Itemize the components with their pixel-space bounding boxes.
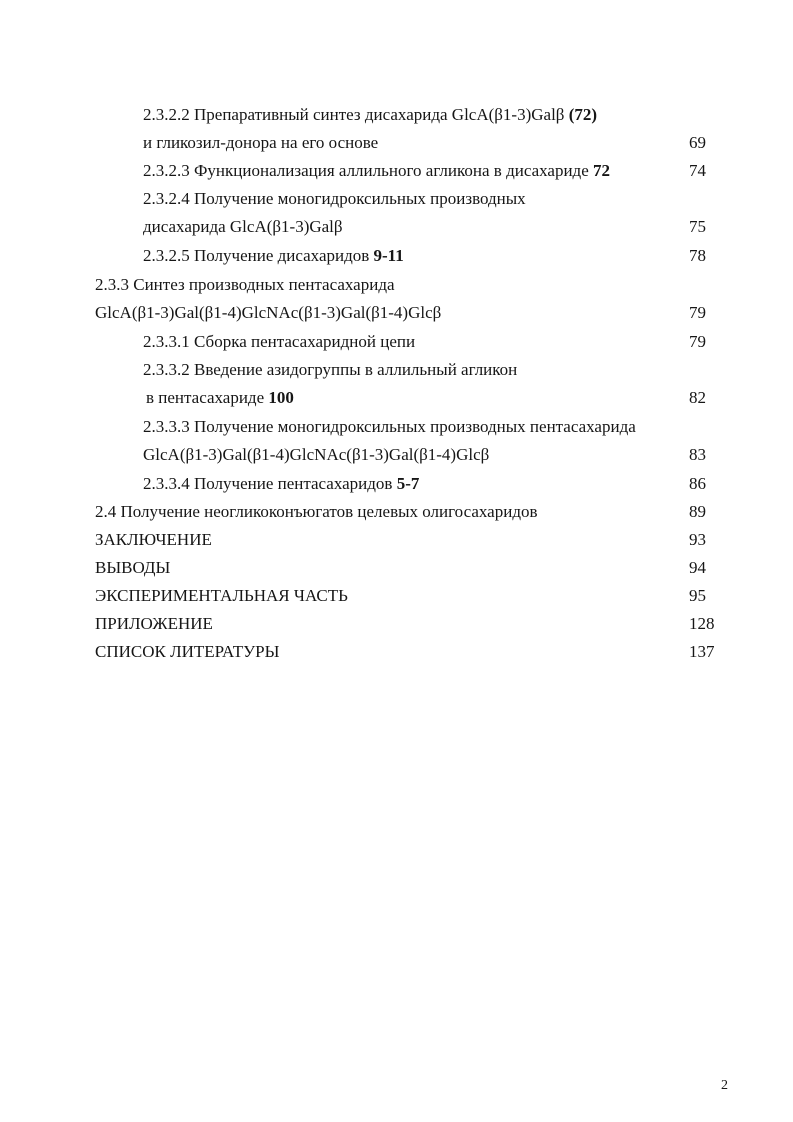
- toc-entry-2-3-3-2-continued: [146, 388, 294, 408]
- toc-entry-2-3-2-2: [143, 105, 597, 125]
- toc-entry-2-3-2-5: [143, 246, 404, 266]
- toc-entry-2-3-3-3-continued: [143, 445, 489, 465]
- toc-entry-2-3-2-4: [143, 189, 526, 209]
- toc-page-number: 93: [689, 530, 706, 549]
- toc-section-title: ЗАКЛЮЧЕНИЕ: [95, 530, 212, 549]
- toc-page-number: 78: [689, 246, 706, 265]
- toc-page-number: 94: [689, 558, 706, 577]
- toc-entry-2-3-2-4-continued: [143, 217, 343, 237]
- toc-page-number: 79: [689, 332, 706, 351]
- toc-page-number: 137: [689, 642, 715, 661]
- toc-section-title: ЭКСПЕРИМЕНТАЛЬНАЯ ЧАСТЬ: [95, 586, 348, 605]
- toc-entry-2-3-3-4: [143, 474, 419, 494]
- toc-page-number: 75: [689, 217, 706, 236]
- toc-entry-2-3-3-continued: [95, 303, 441, 323]
- toc-page-number: 69: [689, 133, 706, 152]
- toc-page-number: 83: [689, 445, 706, 464]
- toc-section-appendix: [95, 614, 213, 634]
- toc-section-experimental: [95, 586, 348, 606]
- toc-entry-text: 2.4 Получение неогликоконъюгатов целевых олигосахаридов: [95, 502, 538, 521]
- toc-entry-text: 2.3.3.1 Сборка пентасахаридной цепи: [143, 332, 416, 351]
- compound-number: 100: [268, 388, 294, 407]
- toc-entry-2-3-3-2: [143, 360, 517, 380]
- toc-entry-2-3-3: [95, 275, 395, 295]
- toc-entry-text: 2.3.2.3 Функционализация аллильного агликона в дисахариде: [143, 161, 593, 180]
- compound-number: 9-11: [373, 246, 404, 265]
- compound-number: 72: [593, 161, 610, 180]
- toc-entry-2-4: [95, 502, 538, 522]
- toc-entry-text: в пентасахариде: [146, 388, 269, 407]
- toc-page-number: 74: [689, 161, 706, 180]
- toc-page-number: 89: [689, 502, 706, 521]
- toc-entry-text: 2.3.3.2 Введение азидогруппы в аллильный агликон: [143, 360, 518, 379]
- toc-section-title: ПРИЛОЖЕНИЕ: [95, 614, 213, 633]
- toc-section-findings: [95, 558, 170, 578]
- toc-entry-2-3-3-1: [143, 332, 415, 352]
- toc-entry-2-3-3-3: [143, 417, 636, 437]
- toc-entry-text: 2.3.3.4 Получение пентасахаридов: [143, 474, 397, 493]
- toc-section-title: ВЫВОДЫ: [95, 558, 171, 577]
- compound-number: (72): [568, 105, 598, 124]
- toc-entry-text: GlcA(β1-3)Gal(β1-4)GlcNAc(β1-3)Gal(β1-4)Glcβ: [95, 303, 442, 322]
- toc-section-conclusion: [95, 530, 212, 550]
- toc-entry-text: и гликозил-донора на его основе: [143, 133, 379, 152]
- toc-entry-text: 2.3.2.5 Получение дисахаридов: [143, 246, 374, 265]
- toc-section-references: [95, 642, 279, 662]
- toc-entry-2-3-2-2-continued: [143, 133, 378, 153]
- toc-page-number: 79: [689, 303, 706, 322]
- compound-number: 5-7: [396, 474, 420, 493]
- toc-page-number: 86: [689, 474, 706, 493]
- toc-entry-text: 2.3.2.4 Получение моногидроксильных производных: [143, 189, 526, 208]
- toc-page-number: 128: [689, 614, 715, 633]
- page-number: 2: [721, 1078, 728, 1093]
- toc-entry-text: 2.3.3.3 Получение моногидроксильных производных пентасахарида: [143, 417, 636, 436]
- toc-page-number: 82: [689, 388, 706, 407]
- toc-section-title: СПИСОК ЛИТЕРАТУРЫ: [95, 642, 280, 661]
- toc-entry-2-3-2-3: [143, 161, 610, 181]
- toc-entry-text: 2.3.3 Синтез производных пентасахарида: [95, 275, 395, 294]
- toc-page-number: 95: [689, 586, 706, 605]
- toc-entry-text: GlcA(β1-3)Gal(β1-4)GlcNAc(β1-3)Gal(β1-4)Glcβ: [143, 445, 490, 464]
- toc-entry-text: дисахарида GlcA(β1-3)Galβ: [143, 217, 343, 236]
- toc-entry-text: 2.3.2.2 Препаративный синтез дисахарида GlcA(β1-3)Galβ: [143, 105, 569, 124]
